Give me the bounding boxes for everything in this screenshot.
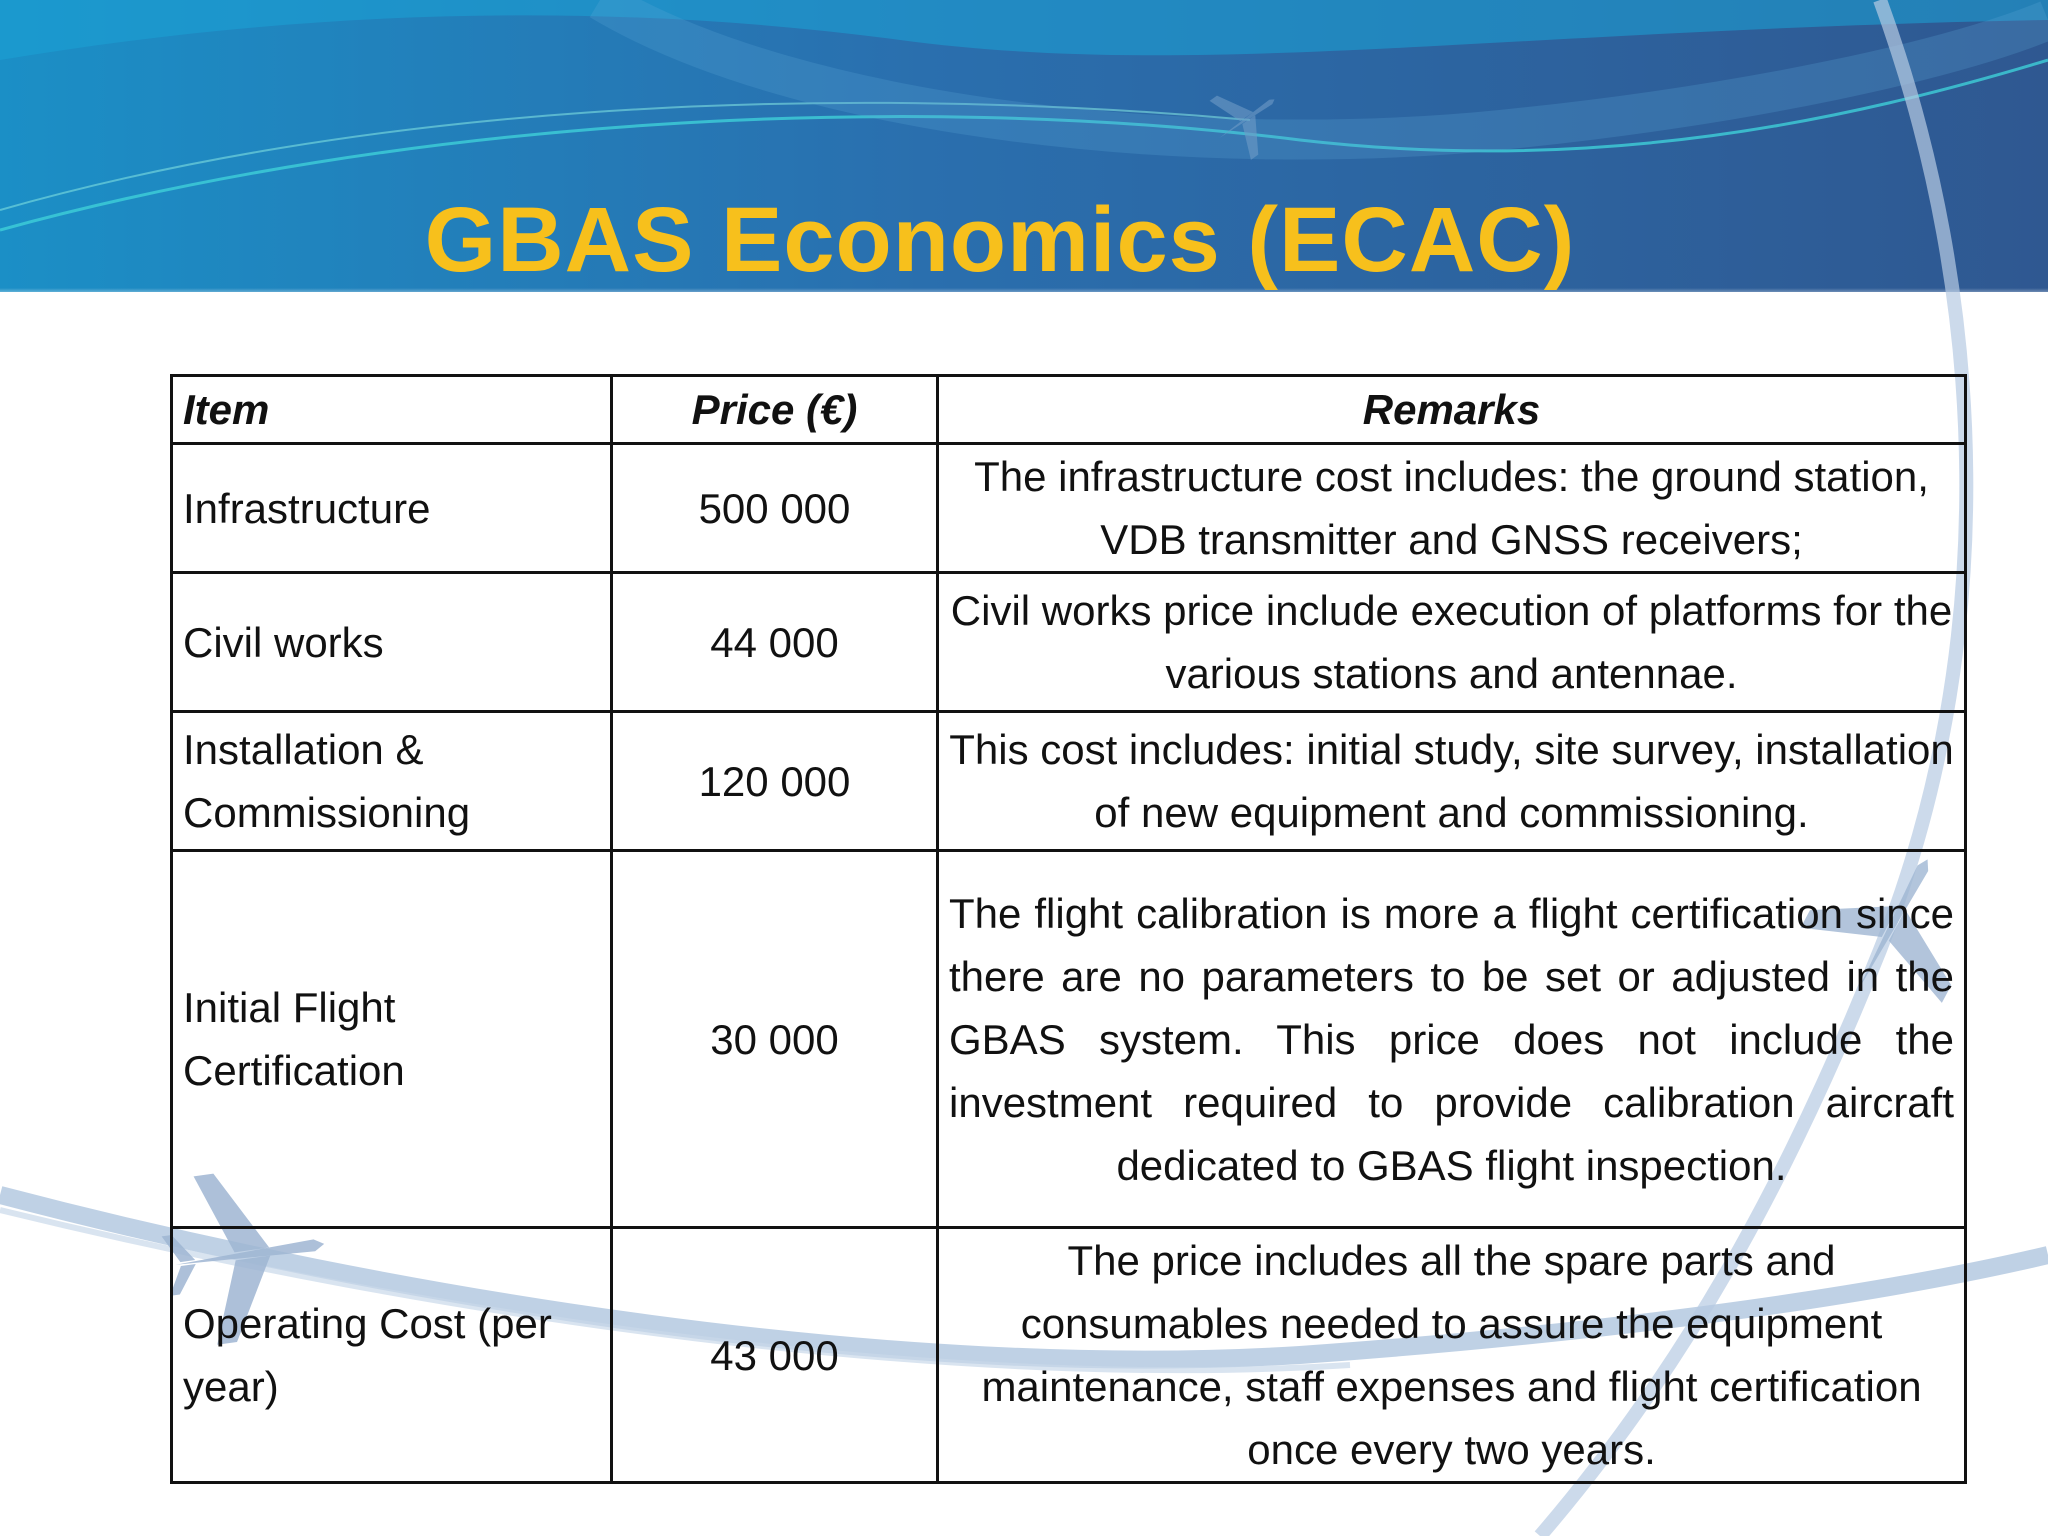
airplane-icon: [1199, 70, 1296, 168]
price-cell: 30 000: [612, 851, 938, 1228]
item-cell: Initial Flight Certification: [172, 851, 612, 1228]
slide-title: GBAS Economics (ECAC): [424, 189, 1576, 291]
table-row: [172, 712, 1966, 851]
price-cell: 120 000: [612, 712, 938, 851]
table-row: [172, 444, 1966, 573]
table-header-row: [172, 376, 1966, 444]
remarks-cell: This cost includes: initial study, site survey, installation of new equipment and commissioning.: [938, 712, 1966, 851]
header-item: Item: [172, 376, 612, 444]
price-cell: 500 000: [612, 444, 938, 573]
item-cell: Installation & Commissioning: [172, 712, 612, 851]
price-cell: 43 000: [612, 1228, 938, 1483]
header-price: Price (€): [612, 376, 938, 444]
item-cell: Civil works: [172, 573, 612, 712]
remarks-cell: The flight calibration is more a flight certification since there are no parameters to be set or adjusted in the GBAS system. This price does not include the investment required to provide calibration aircraft dedicated to GBAS flight inspection.: [938, 851, 1966, 1228]
item-cell: Infrastructure: [172, 444, 612, 573]
header-remarks: Remarks: [938, 376, 1966, 444]
remarks-cell: Civil works price include execution of platforms for the various stations and antennae.: [938, 573, 1966, 712]
table-row: [172, 573, 1966, 712]
price-cell: 44 000: [612, 573, 938, 712]
remarks-cell: The price includes all the spare parts and consumables needed to assure the equipment maintenance, staff expenses and flight certification once every two years.: [938, 1228, 1966, 1483]
item-cell: Operating Cost (per year): [172, 1228, 612, 1483]
table-row: [172, 1228, 1966, 1483]
economics-table: [170, 374, 1967, 1484]
remarks-cell: The infrastructure cost includes: the ground station, VDB transmitter and GNSS receivers;: [938, 444, 1966, 573]
table-row: [172, 851, 1966, 1228]
